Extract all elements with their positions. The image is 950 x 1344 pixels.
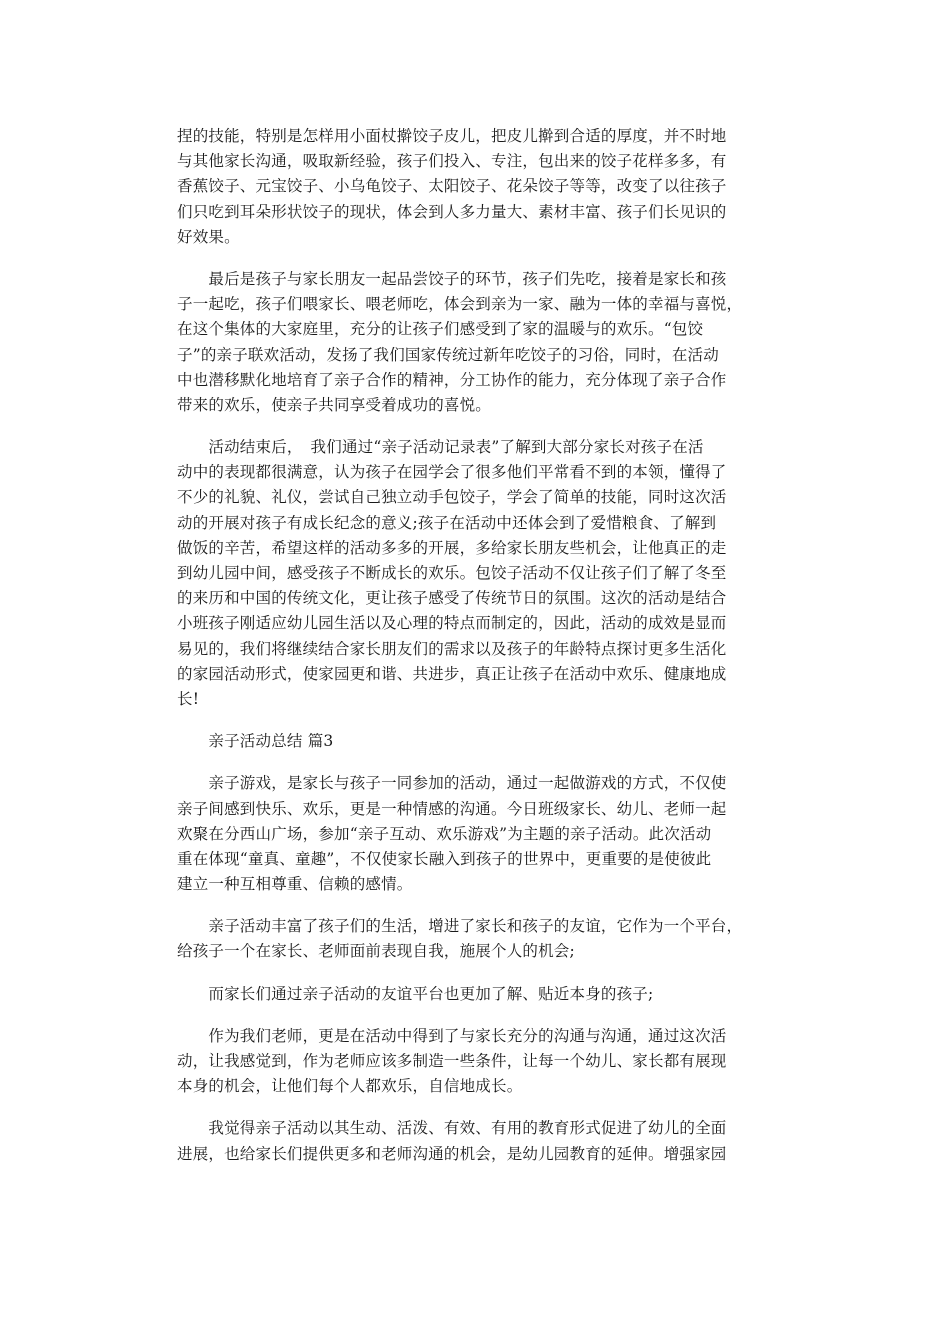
paragraph: [177, 1024, 780, 1100]
text-line: 欢聚在分西山广场，参加“亲子互动、欢乐游戏”为主题的亲子活动。此次活动: [177, 824, 712, 843]
text-line: 香蕉饺子、元宝饺子、小乌龟饺子、太阳饺子、花朵饺子等等，改变了以往孩子: [177, 177, 727, 196]
text-line: 重在体现“童真、童趣”，不仅使家长融入到孩子的世界中，更重要的是使彼此: [177, 849, 712, 868]
paragraph: [177, 771, 780, 897]
text-line: 动中的表现都很满意，认为孩子在园学会了很多他们平常看不到的本领，懂得了: [177, 463, 727, 482]
text-line: 给孩子一个在家长、老师面前表现自我，施展个人的机会;: [177, 942, 575, 961]
text-line: 动，让我感觉到，作为老师应该多制造一些条件，让每一个幼儿、家长都有展现: [177, 1052, 727, 1070]
paragraph: [177, 267, 780, 418]
text-line: 作为我们老师，更是在活动中得到了与家长充分的沟通与沟通，通过这次活: [177, 1026, 727, 1045]
text-line: 长!: [177, 689, 200, 708]
paragraph: [177, 914, 780, 964]
text-line: 在这个集体的大家庭里，充分的让孩子们感受到了家的温暖与的欢乐。“包饺: [177, 320, 704, 339]
text-line: 的来历和中国的传统文化，更让孩子感受了传统节日的氛围。这次的活动是结合: [177, 589, 727, 608]
text-line: 最后是孩子与家长朋友一起品尝饺子的环节，孩子们先吃，接着是家长和孩: [177, 269, 727, 288]
text-line: 活动结束后， 我们通过“亲子活动记录表”了解到大部分家长对孩子在活: [177, 438, 704, 457]
text-line: 进展，也给家长们提供更多和老师沟通的机会，是幼儿园教育的延伸。增强家园: [177, 1144, 727, 1163]
text-line: 到幼儿园中间，感受孩子不断成长的欢乐。包饺子活动不仅让孩子们了解了冬至: [177, 564, 727, 582]
text-line: 亲子游戏，是家长与孩子一同参加的活动，通过一起做游戏的方式，不仅使: [177, 774, 727, 793]
text-line: 而家长们通过亲子活动的友谊平台也更加了解、贴近本身的孩子;: [177, 984, 654, 1003]
text-line: 子一起吃，孩子们喂家长、喂老师吃，体会到亲为一家、融为一体的幸福与喜悦，: [177, 295, 743, 314]
paragraph: [177, 1116, 780, 1166]
text-line: 我觉得亲子活动以其生动、活泼、有效、有用的教育形式促进了幼儿的全面: [177, 1119, 727, 1138]
text-line: 的家园活动形式，使家园更和谐、共进步，真正让孩子在活动中欢乐、健康地成: [177, 664, 727, 683]
text-line: 不少的礼貌、礼仪，尝试自己独立动手包饺子，学会了简单的技能，同时这次活: [177, 488, 727, 507]
text-line: 与其他家长沟通，吸取新经验，孩子们投入、专注，包出来的饺子花样多多，有: [177, 152, 727, 171]
text-line: 做饭的辛苦，希望这样的活动多多的开展，多给家长朋友些机会，让他真正的走: [177, 538, 727, 557]
text-line: 本身的机会，让他们每个人都欢乐，自信地成长。: [177, 1077, 523, 1096]
text-line: 亲子间感到快乐、欢乐，更是一种情感的沟通。今日班级家长、幼儿、老师一起: [177, 799, 727, 818]
section-heading: [177, 729, 780, 754]
text-line: 亲子活动总结 篇3: [177, 732, 334, 751]
text-line: 中也潜移默化地培育了亲子合作的精神，分工协作的能力，充分体现了亲子合作: [177, 370, 727, 389]
text-line: 亲子活动丰富了孩子们的生活，增进了家长和孩子的友谊，它作为一个平台，: [177, 917, 743, 936]
text-line: 易见的，我们将继续结合家长朋友们的需求以及孩子的年龄特点探讨更多生活化: [177, 639, 727, 658]
text-line: 动的开展对孩子有成长纪念的意义;孩子在活动中还体会到了爱惜粮食、了解到: [177, 513, 717, 532]
paragraph: [177, 982, 780, 1007]
text-line: 建立一种互相尊重、信赖的感情。: [177, 875, 413, 894]
text-line: 们只吃到耳朵形状饺子的现状，体会到人多力量大、素材丰富、孩子们长见识的: [177, 202, 727, 221]
text-line: 带来的欢乐，使亲子共同享受着成功的喜悦。: [177, 395, 492, 414]
text-line: 子”的亲子联欢活动，发扬了我们国家传统过新年吃饺子的习俗，同时，在活动: [177, 345, 719, 364]
document-page: [177, 124, 780, 1184]
text-line: 好效果。: [177, 227, 240, 246]
text-line: 小班孩子刚适应幼儿园生活以及心理的特点而制定的，因此，活动的成效是显而: [177, 614, 727, 633]
paragraph: [177, 435, 780, 712]
paragraph: [177, 124, 780, 250]
text-line: 捏的技能，特别是怎样用小面杖擀饺子皮儿，把皮儿擀到合适的厚度，并不时地: [177, 127, 727, 145]
